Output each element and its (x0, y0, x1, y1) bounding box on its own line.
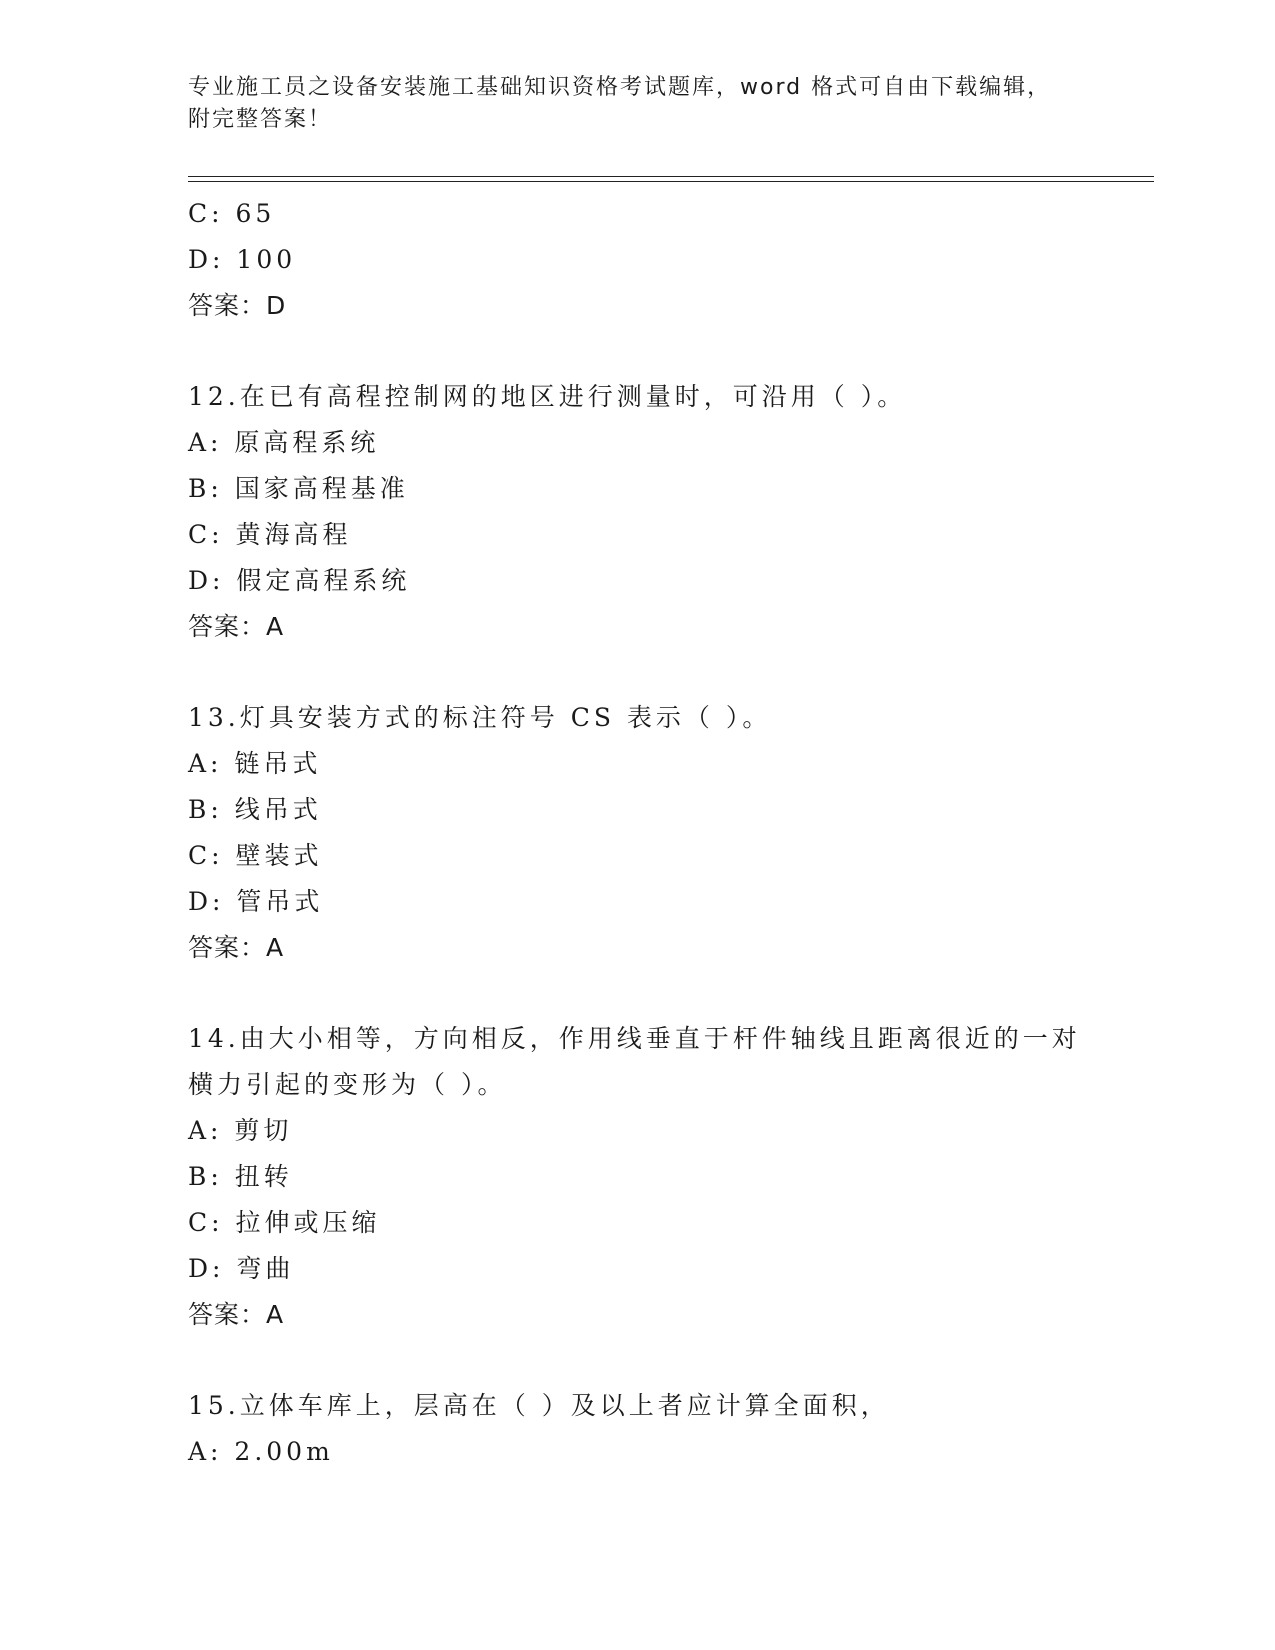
question-13 (188, 695, 1128, 971)
option-c: C: 黄海高程 (188, 520, 352, 549)
option-c: C: 65 (188, 199, 276, 228)
question-list (188, 191, 1128, 1475)
question-15 (188, 1383, 1128, 1475)
option-d: D: 100 (188, 245, 297, 274)
question-14 (188, 1016, 1128, 1338)
question-12 (188, 374, 1128, 650)
option-c: C: 壁装式 (188, 841, 323, 870)
option-a: A: 原高程系统 (188, 428, 380, 457)
header-rule-bottom (188, 181, 1154, 182)
option-a: A: 链吊式 (188, 749, 322, 778)
answer: 答案：D (188, 291, 287, 320)
option-a: A: 剪切 (188, 1116, 293, 1145)
question-stem: 14.由大小相等，方向相反，作用线垂直于杆件轴线且距离很近的一对 (188, 1024, 1081, 1053)
question-stem-continued: 横力引起的变形为（ ）。 (188, 1070, 507, 1099)
header-rule-top (188, 176, 1154, 177)
question-stem: 13.灯具安装方式的标注符号 CS 表示（ ）。 (188, 703, 772, 732)
option-b: B: 扭转 (188, 1162, 293, 1191)
header-line-2: 附完整答案！ (188, 107, 333, 132)
answer: 答案：A (188, 1300, 285, 1329)
option-d: D: 假定高程系统 (188, 566, 411, 595)
option-a: A: 2.00m (188, 1437, 334, 1466)
header-line-1: 专业施工员之设备安装施工基础知识资格考试题库，word 格式可自由下载编辑， (188, 75, 1052, 100)
option-d: D: 管吊式 (188, 887, 324, 916)
option-b: B: 国家高程基准 (188, 474, 409, 503)
option-c: C: 拉伸或压缩 (188, 1208, 381, 1237)
document-header (188, 72, 1088, 136)
answer: 答案：A (188, 933, 285, 962)
option-d: D: 弯曲 (188, 1254, 295, 1283)
question-11-tail (188, 191, 1128, 329)
answer: 答案：A (188, 612, 285, 641)
option-b: B: 线吊式 (188, 795, 322, 824)
question-stem: 12.在已有高程控制网的地区进行测量时，可沿用（ ）。 (188, 382, 907, 411)
question-stem: 15.立体车库上，层高在（ ）及以上者应计算全面积， (188, 1391, 890, 1420)
